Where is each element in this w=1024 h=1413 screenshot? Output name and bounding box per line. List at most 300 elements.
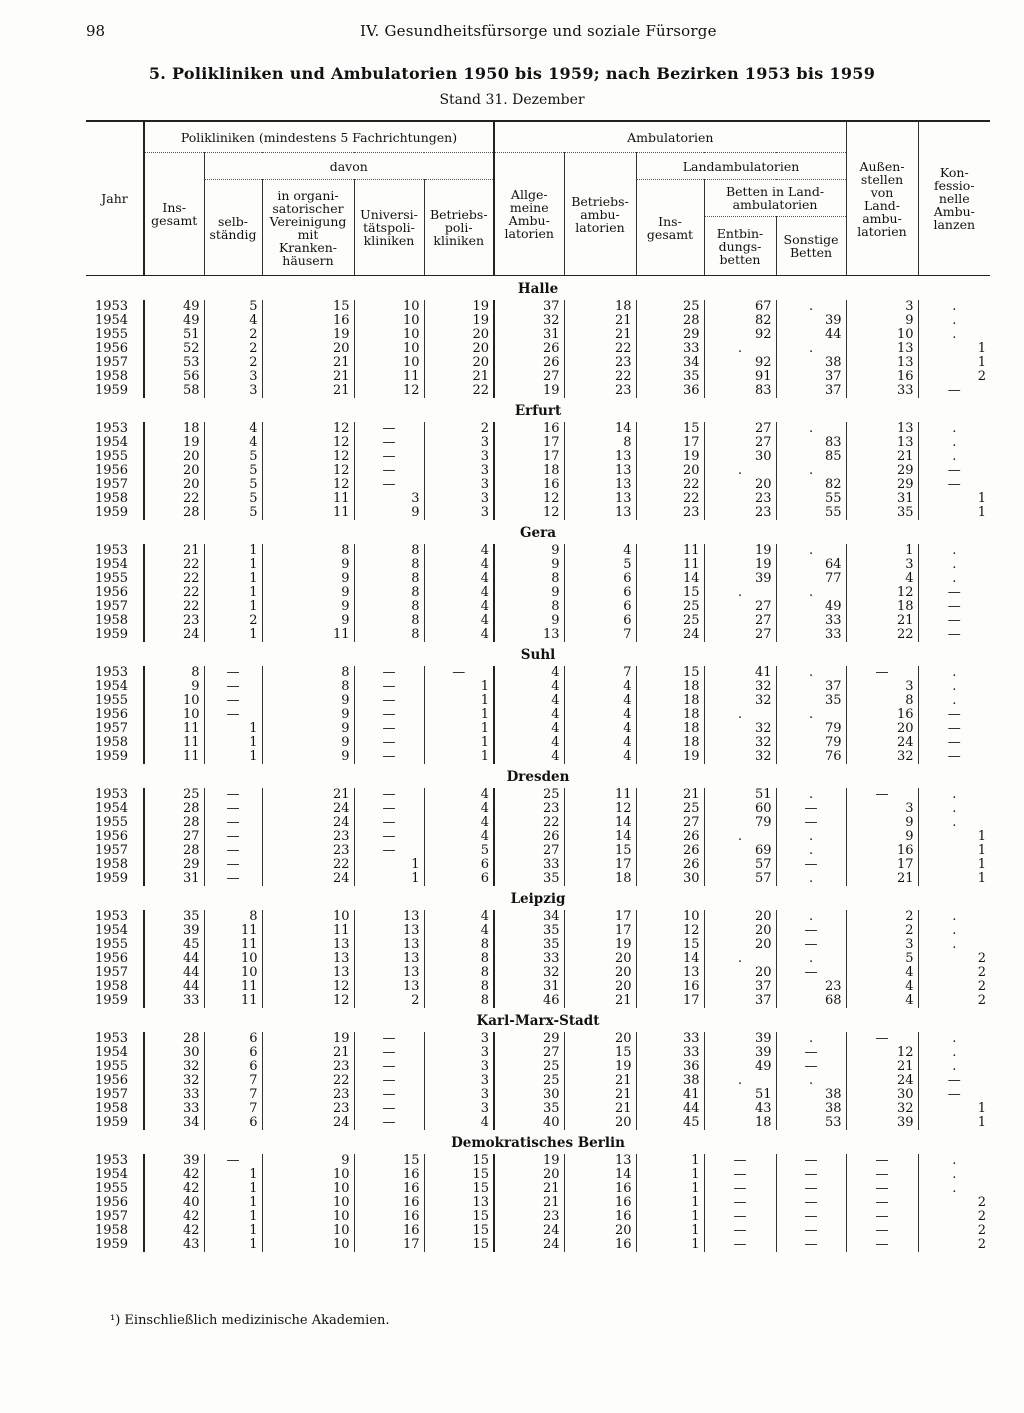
cell-organisatorisch: 23 (262, 1060, 354, 1074)
cell-allgemeine: 9 (494, 558, 564, 572)
cell-konfessionelle: — (918, 586, 990, 600)
cell-betriebsamb: 19 (564, 1060, 636, 1074)
cell-betriebspoli: 13 (424, 1196, 494, 1210)
cell-selbstaendig: — (204, 858, 262, 872)
cell-organisatorisch: 11 (262, 628, 354, 642)
cell-jahr: 1957 (94, 1087, 129, 1102)
header-entbindungsbetten: Entbin- dungs- betten (704, 217, 776, 276)
cell-sonstige: . (776, 788, 846, 802)
cell-betriebspoli: 1 (424, 680, 494, 694)
cell-sonstige: 38 (776, 1088, 846, 1102)
table-row (86, 450, 990, 464)
cell-universitaet: 12 (354, 384, 424, 398)
cell-jahr: 1955 (94, 937, 129, 952)
cell-universitaet: 16 (354, 1196, 424, 1210)
cell-entbindung: 23 (704, 492, 776, 506)
cell-land-insgesamt: 16 (636, 980, 704, 994)
cell-betriebspoli: 3 (424, 1046, 494, 1060)
cell-konfessionelle: 2 (918, 1210, 990, 1224)
cell-aussenstellen: 21 (846, 450, 918, 464)
table-row (86, 750, 990, 764)
cell-konfessionelle: — (918, 750, 990, 764)
region-header-row (86, 642, 990, 666)
cell-betriebspoli: 3 (424, 464, 494, 478)
cell-konfessionelle: . (918, 924, 990, 938)
cell-betriebspoli: 3 (424, 492, 494, 506)
cell-organisatorisch: 11 (262, 492, 354, 506)
cell-selbstaendig: 3 (204, 370, 262, 384)
cell-sonstige: — (776, 1238, 846, 1252)
cell-organisatorisch: 9 (262, 572, 354, 586)
header-organisatorisch: in organi- satorischer Vereinigung mit Kranken- häusern (262, 180, 354, 276)
header-insgesamt: Ins- gesamt (144, 153, 204, 276)
cell-betriebspoli: 4 (424, 558, 494, 572)
cell-universitaet: 13 (354, 980, 424, 994)
cell-insgesamt: 42 (144, 1182, 204, 1196)
cell-entbindung: 20 (704, 924, 776, 938)
cell-universitaet: 13 (354, 952, 424, 966)
cell-organisatorisch: 9 (262, 614, 354, 628)
cell-entbindung: 83 (704, 384, 776, 398)
cell-betriebspoli: 4 (424, 600, 494, 614)
cell-organisatorisch: 10 (262, 910, 354, 924)
cell-organisatorisch: 9 (262, 694, 354, 708)
cell-konfessionelle: . (918, 694, 990, 708)
table-row (86, 1154, 990, 1168)
cell-universitaet: 9 (354, 506, 424, 520)
cell-sonstige: 77 (776, 572, 846, 586)
cell-aussenstellen: 12 (846, 1046, 918, 1060)
cell-sonstige: 38 (776, 356, 846, 370)
cell-sonstige: . (776, 586, 846, 600)
cell-sonstige: — (776, 1210, 846, 1224)
cell-sonstige: . (776, 952, 846, 966)
cell-jahr: 1955 (94, 1181, 129, 1196)
table-row (86, 1074, 990, 1088)
cell-entbindung: 30 (704, 450, 776, 464)
cell-selbstaendig: 1 (204, 1168, 262, 1182)
cell-betriebspoli: 4 (424, 830, 494, 844)
cell-aussenstellen: — (846, 1182, 918, 1196)
cell-entbindung: . (704, 830, 776, 844)
cell-jahr: 1955 (94, 693, 129, 708)
cell-betriebspoli: 3 (424, 450, 494, 464)
cell-betriebspoli: 4 (424, 572, 494, 586)
cell-betriebsamb: 6 (564, 586, 636, 600)
cell-betriebsamb: 17 (564, 924, 636, 938)
table-row (86, 1060, 990, 1074)
cell-organisatorisch: 12 (262, 980, 354, 994)
cell-betriebspoli: 22 (424, 384, 494, 398)
cell-jahr: 1956 (94, 1073, 129, 1088)
cell-betriebsamb: 21 (564, 1074, 636, 1088)
cell-betriebsamb: 20 (564, 980, 636, 994)
region-header-row (86, 276, 990, 301)
cell-selbstaendig: — (204, 816, 262, 830)
cell-betriebspoli: 6 (424, 872, 494, 886)
cell-aussenstellen: 4 (846, 994, 918, 1008)
cell-insgesamt: 22 (144, 586, 204, 600)
cell-sonstige: 38 (776, 1102, 846, 1116)
cell-aussenstellen: 13 (846, 356, 918, 370)
cell-universitaet: — (354, 750, 424, 764)
table-row (86, 966, 990, 980)
cell-selbstaendig: 6 (204, 1046, 262, 1060)
cell-betriebsamb: 15 (564, 1046, 636, 1060)
cell-sonstige: 68 (776, 994, 846, 1008)
cell-betriebsamb: 16 (564, 1210, 636, 1224)
cell-land-insgesamt: 34 (636, 356, 704, 370)
cell-entbindung: — (704, 1224, 776, 1238)
cell-sonstige: 79 (776, 736, 846, 750)
cell-konfessionelle: 1 (918, 506, 990, 520)
cell-sonstige: 39 (776, 314, 846, 328)
cell-selbstaendig: 5 (204, 506, 262, 520)
cell-selbstaendig: 1 (204, 544, 262, 558)
cell-betriebsamb: 20 (564, 952, 636, 966)
cell-organisatorisch: 21 (262, 384, 354, 398)
cell-sonstige: 44 (776, 328, 846, 342)
cell-insgesamt: 9 (144, 680, 204, 694)
table-row (86, 422, 990, 436)
cell-selbstaendig: 1 (204, 1182, 262, 1196)
cell-aussenstellen: 24 (846, 736, 918, 750)
table-row (86, 1210, 990, 1224)
table-row (86, 300, 990, 314)
region-name: Leipzig (510, 891, 566, 907)
cell-entbindung: 27 (704, 614, 776, 628)
table-row (86, 1088, 990, 1102)
cell-jahr: 1953 (94, 787, 129, 802)
cell-land-insgesamt: 20 (636, 464, 704, 478)
cell-insgesamt: 32 (144, 1060, 204, 1074)
cell-konfessionelle: . (918, 1168, 990, 1182)
cell-organisatorisch: 10 (262, 1224, 354, 1238)
cell-land-insgesamt: 1 (636, 1182, 704, 1196)
cell-aussenstellen: 10 (846, 328, 918, 342)
cell-selbstaendig: 1 (204, 736, 262, 750)
cell-jahr: 1955 (94, 815, 129, 830)
cell-konfessionelle: — (918, 722, 990, 736)
cell-allgemeine: 37 (494, 300, 564, 314)
cell-entbindung: 92 (704, 328, 776, 342)
cell-allgemeine: 19 (494, 1154, 564, 1168)
cell-jahr: 1959 (94, 505, 129, 520)
cell-entbindung: . (704, 464, 776, 478)
cell-organisatorisch: 24 (262, 872, 354, 886)
cell-jahr: 1959 (94, 627, 129, 642)
cell-sonstige: — (776, 1224, 846, 1238)
cell-betriebsamb: 15 (564, 844, 636, 858)
table-row (86, 492, 990, 506)
cell-universitaet: 13 (354, 966, 424, 980)
cell-insgesamt: 28 (144, 802, 204, 816)
cell-betriebsamb: 14 (564, 830, 636, 844)
cell-land-insgesamt: 15 (636, 586, 704, 600)
cell-sonstige: — (776, 1168, 846, 1182)
cell-allgemeine: 31 (494, 980, 564, 994)
cell-jahr: 1957 (94, 355, 129, 370)
table-row (86, 952, 990, 966)
cell-aussenstellen: 4 (846, 966, 918, 980)
cell-insgesamt: 56 (144, 370, 204, 384)
cell-insgesamt: 22 (144, 572, 204, 586)
cell-jahr: 1958 (94, 857, 129, 872)
cell-land-insgesamt: 14 (636, 572, 704, 586)
cell-selbstaendig: 4 (204, 422, 262, 436)
cell-entbindung: 39 (704, 1046, 776, 1060)
cell-allgemeine: 9 (494, 614, 564, 628)
table-row (86, 478, 990, 492)
header-betten-land: Betten in Land- ambulatorien (704, 180, 846, 217)
cell-organisatorisch: 11 (262, 924, 354, 938)
cell-betriebsamb: 7 (564, 666, 636, 680)
cell-betriebsamb: 13 (564, 492, 636, 506)
cell-aussenstellen: 32 (846, 750, 918, 764)
cell-land-insgesamt: 23 (636, 506, 704, 520)
cell-allgemeine: 4 (494, 694, 564, 708)
cell-aussenstellen: 13 (846, 422, 918, 436)
cell-entbindung: — (704, 1168, 776, 1182)
cell-betriebspoli: 19 (424, 314, 494, 328)
cell-land-insgesamt: 25 (636, 300, 704, 314)
cell-land-insgesamt: 19 (636, 450, 704, 464)
cell-konfessionelle: — (918, 600, 990, 614)
cell-universitaet: 16 (354, 1224, 424, 1238)
cell-organisatorisch: 24 (262, 1116, 354, 1130)
cell-betriebsamb: 14 (564, 816, 636, 830)
cell-organisatorisch: 10 (262, 1168, 354, 1182)
table-title: 5. Polikliniken und Ambulatorien 1950 bis 1959; nach Bezirken 1953 bis 1959 (148, 64, 876, 83)
cell-entbindung: 32 (704, 694, 776, 708)
cell-allgemeine: 23 (494, 802, 564, 816)
cell-selbstaendig: 2 (204, 356, 262, 370)
cell-aussenstellen: 39 (846, 1116, 918, 1130)
cell-organisatorisch: 8 (262, 666, 354, 680)
table-row (86, 736, 990, 750)
cell-insgesamt: 32 (144, 1074, 204, 1088)
cell-allgemeine: 25 (494, 788, 564, 802)
cell-selbstaendig: 10 (204, 966, 262, 980)
cell-jahr: 1954 (94, 1167, 129, 1182)
cell-aussenstellen: 2 (846, 910, 918, 924)
cell-universitaet: — (354, 680, 424, 694)
cell-entbindung: 27 (704, 628, 776, 642)
cell-entbindung: 32 (704, 722, 776, 736)
cell-entbindung: 20 (704, 938, 776, 952)
table-row (86, 328, 990, 342)
cell-betriebsamb: 18 (564, 300, 636, 314)
cell-insgesamt: 33 (144, 1088, 204, 1102)
cell-selbstaendig: — (204, 1154, 262, 1168)
cell-selbstaendig: 4 (204, 314, 262, 328)
cell-aussenstellen: 30 (846, 1088, 918, 1102)
cell-jahr: 1954 (94, 313, 129, 328)
cell-selbstaendig: — (204, 680, 262, 694)
cell-jahr: 1958 (94, 613, 129, 628)
cell-land-insgesamt: 25 (636, 614, 704, 628)
cell-universitaet: — (354, 844, 424, 858)
cell-organisatorisch: 21 (262, 356, 354, 370)
cell-allgemeine: 20 (494, 1168, 564, 1182)
cell-sonstige: 35 (776, 694, 846, 708)
cell-betriebsamb: 16 (564, 1196, 636, 1210)
table-row (86, 614, 990, 628)
cell-betriebspoli: 4 (424, 544, 494, 558)
cell-betriebspoli: 15 (424, 1182, 494, 1196)
cell-insgesamt: 10 (144, 708, 204, 722)
table-row (86, 844, 990, 858)
cell-insgesamt: 44 (144, 952, 204, 966)
table-row (86, 1116, 990, 1130)
table-row (86, 1182, 990, 1196)
cell-betriebspoli: 3 (424, 1102, 494, 1116)
cell-konfessionelle: . (918, 300, 990, 314)
cell-selbstaendig: 4 (204, 436, 262, 450)
cell-konfessionelle: 2 (918, 952, 990, 966)
cell-land-insgesamt: 33 (636, 1032, 704, 1046)
cell-aussenstellen: 29 (846, 478, 918, 492)
cell-insgesamt: 22 (144, 600, 204, 614)
cell-universitaet: 16 (354, 1168, 424, 1182)
cell-jahr: 1958 (94, 369, 129, 384)
table-row (86, 1102, 990, 1116)
cell-betriebspoli: 3 (424, 1032, 494, 1046)
cell-insgesamt: 40 (144, 1196, 204, 1210)
cell-jahr: 1958 (94, 1101, 129, 1116)
cell-aussenstellen: 21 (846, 872, 918, 886)
cell-betriebsamb: 20 (564, 1032, 636, 1046)
cell-universitaet: 10 (354, 314, 424, 328)
cell-betriebsamb: 7 (564, 628, 636, 642)
table-row (86, 680, 990, 694)
table-body (86, 276, 990, 1253)
cell-land-insgesamt: 15 (636, 422, 704, 436)
cell-entbindung: 49 (704, 1060, 776, 1074)
cell-jahr: 1959 (94, 1237, 129, 1252)
cell-land-insgesamt: 44 (636, 1102, 704, 1116)
cell-betriebsamb: 13 (564, 1154, 636, 1168)
cell-betriebsamb: 20 (564, 1116, 636, 1130)
cell-aussenstellen: 33 (846, 384, 918, 398)
cell-selbstaendig: 1 (204, 1238, 262, 1252)
cell-universitaet: — (354, 1032, 424, 1046)
cell-sonstige: . (776, 464, 846, 478)
cell-konfessionelle: . (918, 572, 990, 586)
cell-entbindung: 19 (704, 544, 776, 558)
cell-konfessionelle: . (918, 1046, 990, 1060)
cell-konfessionelle: . (918, 1060, 990, 1074)
region-name: Gera (520, 525, 556, 541)
cell-entbindung: 79 (704, 816, 776, 830)
cell-universitaet: 10 (354, 342, 424, 356)
cell-sonstige: . (776, 300, 846, 314)
cell-betriebsamb: 20 (564, 966, 636, 980)
cell-organisatorisch: 12 (262, 436, 354, 450)
cell-betriebspoli: 1 (424, 722, 494, 736)
cell-land-insgesamt: 1 (636, 1224, 704, 1238)
cell-selbstaendig: — (204, 872, 262, 886)
cell-konfessionelle: . (918, 422, 990, 436)
cell-aussenstellen: — (846, 1224, 918, 1238)
cell-betriebspoli: 15 (424, 1154, 494, 1168)
cell-universitaet: — (354, 1074, 424, 1088)
cell-sonstige: 64 (776, 558, 846, 572)
cell-jahr: 1954 (94, 1045, 129, 1060)
cell-allgemeine: 25 (494, 1074, 564, 1088)
header-jahr: Jahr (86, 121, 144, 276)
table-row (86, 1032, 990, 1046)
cell-allgemeine: 26 (494, 356, 564, 370)
page-number: 98 (86, 22, 106, 40)
cell-sonstige: — (776, 924, 846, 938)
cell-allgemeine: 4 (494, 750, 564, 764)
cell-sonstige: . (776, 342, 846, 356)
cell-aussenstellen: 5 (846, 952, 918, 966)
cell-sonstige: . (776, 844, 846, 858)
cell-betriebsamb: 13 (564, 450, 636, 464)
cell-allgemeine: 4 (494, 736, 564, 750)
cell-selbstaendig: 6 (204, 1060, 262, 1074)
cell-sonstige: 55 (776, 506, 846, 520)
cell-betriebsamb: 12 (564, 802, 636, 816)
cell-selbstaendig: 1 (204, 628, 262, 642)
cell-entbindung: 91 (704, 370, 776, 384)
cell-betriebspoli: 4 (424, 802, 494, 816)
cell-sonstige: 49 (776, 600, 846, 614)
cell-betriebsamb: 21 (564, 1102, 636, 1116)
cell-aussenstellen: 2 (846, 924, 918, 938)
cell-sonstige: 23 (776, 980, 846, 994)
cell-entbindung: 19 (704, 558, 776, 572)
cell-aussenstellen: 24 (846, 1074, 918, 1088)
cell-entbindung: . (704, 586, 776, 600)
cell-sonstige: 83 (776, 436, 846, 450)
cell-allgemeine: 31 (494, 328, 564, 342)
cell-land-insgesamt: 11 (636, 544, 704, 558)
cell-entbindung: 43 (704, 1102, 776, 1116)
cell-jahr: 1955 (94, 1059, 129, 1074)
cell-allgemeine: 29 (494, 1032, 564, 1046)
cell-insgesamt: 23 (144, 614, 204, 628)
cell-selbstaendig: 5 (204, 478, 262, 492)
cell-jahr: 1956 (94, 707, 129, 722)
header-universitaet: Universi- tätspoli- kliniken (354, 180, 424, 276)
cell-universitaet: 2 (354, 994, 424, 1008)
cell-insgesamt: 10 (144, 694, 204, 708)
cell-universitaet: — (354, 830, 424, 844)
cell-insgesamt: 11 (144, 722, 204, 736)
cell-selbstaendig: 11 (204, 938, 262, 952)
cell-konfessionelle: 2 (918, 370, 990, 384)
cell-konfessionelle: . (918, 544, 990, 558)
table-row (86, 628, 990, 642)
cell-sonstige: — (776, 1196, 846, 1210)
cell-insgesamt: 34 (144, 1116, 204, 1130)
cell-sonstige: . (776, 872, 846, 886)
cell-universitaet: 11 (354, 370, 424, 384)
cell-betriebspoli: 8 (424, 994, 494, 1008)
table-row (86, 924, 990, 938)
cell-insgesamt: 24 (144, 628, 204, 642)
cell-land-insgesamt: 15 (636, 666, 704, 680)
cell-entbindung: 27 (704, 422, 776, 436)
cell-land-insgesamt: 11 (636, 558, 704, 572)
cell-allgemeine: 4 (494, 666, 564, 680)
cell-selbstaendig: 11 (204, 924, 262, 938)
cell-land-insgesamt: 26 (636, 830, 704, 844)
cell-jahr: 1953 (94, 1031, 129, 1046)
